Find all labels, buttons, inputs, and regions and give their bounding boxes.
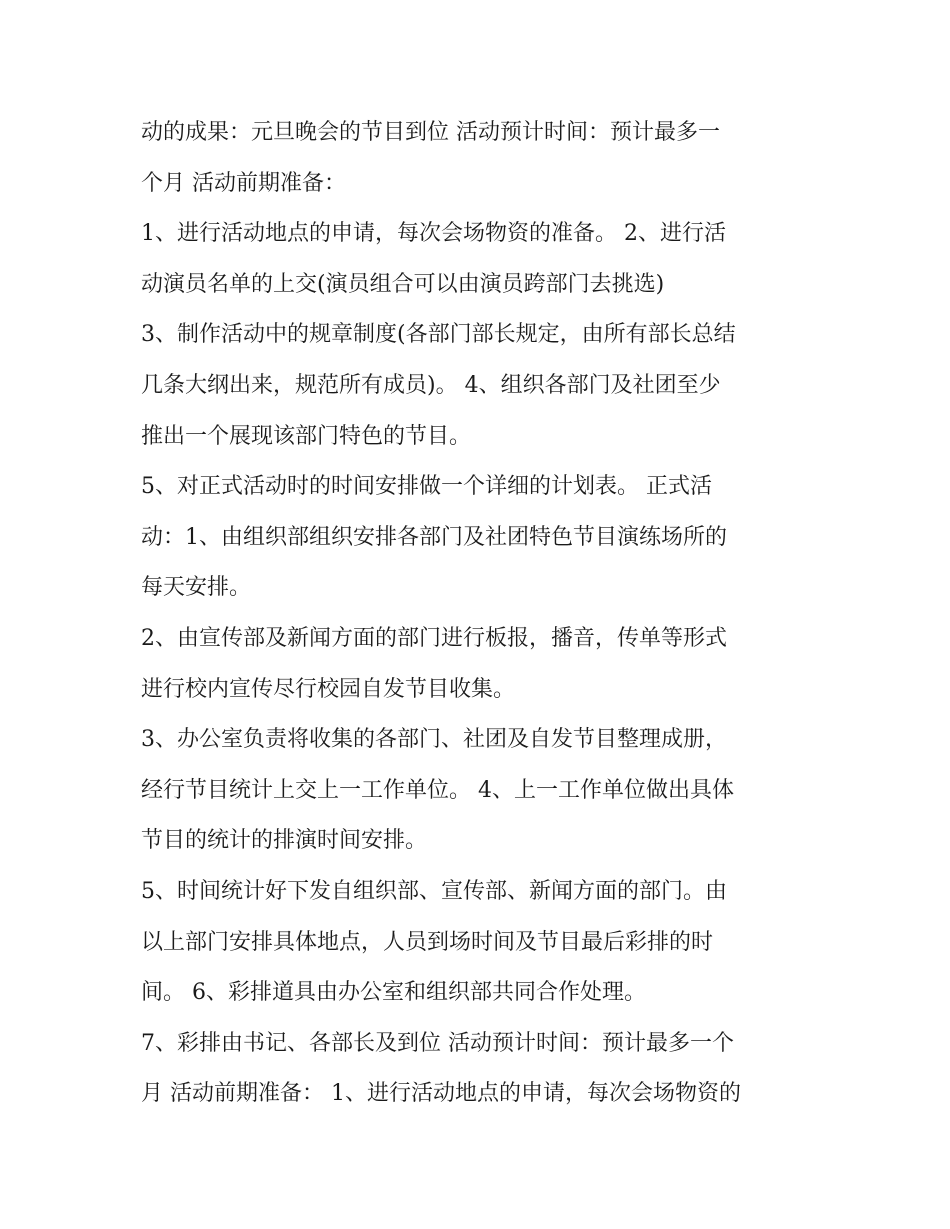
text-line: 经行节目统计上交上一工作单位。 4、上一工作单位做出具体: [141, 777, 734, 803]
text-line: 5、对正式活动时的时间安排做一个详细的计划表。 正式活: [141, 474, 712, 500]
text-line: 个月 活动前期准备：: [141, 170, 346, 196]
text-line: 3、办公室负责将收集的各部门、社团及自发节目整理成册，: [141, 727, 727, 753]
text-line: 月 活动前期准备： 1、进行活动地点的申请，每次会场物资的: [141, 1081, 741, 1107]
text-line: 间。 6、彩排道具由办公室和组织部共同合作处理。: [141, 980, 646, 1006]
text-line: 动演员名单的上交(演员组合可以由演员跨部门去挑选): [141, 271, 665, 297]
text-line: 节目的统计的排演时间安排。: [141, 828, 428, 854]
text-line: 3、制作活动中的规章制度(各部门部长规定，由所有部长总结: [141, 322, 736, 348]
text-line: 推出一个展现该部门特色的节目。: [141, 423, 472, 449]
text-line: 进行校内宣传尽行校园自发节目收集。: [141, 676, 516, 702]
text-line: 动的成果：元旦晚会的节目到位 活动预计时间：预计最多一: [141, 120, 720, 145]
text-line: 以上部门安排具体地点，人员到场时间及节目最后彩排的时: [141, 929, 714, 955]
text-line: 7、彩排由书记、各部长及到位 活动预计时间：预计最多一个: [141, 1030, 734, 1056]
text-line: 1、进行活动地点的申请，每次会场物资的准备。 2、进行活: [141, 221, 726, 247]
document-body: [141, 108, 821, 1120]
text-line: 2、由宣传部及新闻方面的部门进行板报，播音，传单等形式: [141, 625, 727, 651]
text-line: 5、时间统计好下发自组织部、宣传部、新闻方面的部门。由: [141, 878, 727, 904]
text-line: 每天安排。: [141, 575, 252, 601]
text-line: 几条大纲出来，规范所有成员)。 4、组织各部门及社团至少: [141, 372, 721, 398]
text-line: 动：1、由组织部组织安排各部门及社团特色节目演练场所的: [141, 524, 727, 550]
